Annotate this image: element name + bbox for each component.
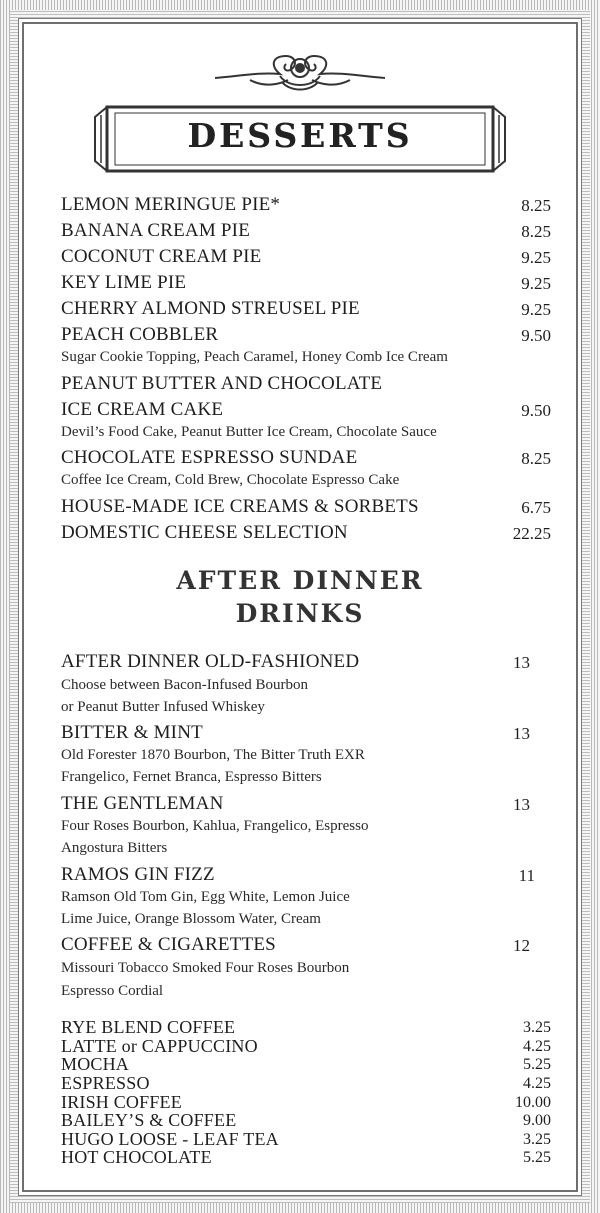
- item-name: BAILEY’S & COFFEE: [61, 1110, 237, 1130]
- item-description: Ramson Old Tom Gin, Egg White, Lemon Juice: [61, 889, 350, 905]
- item-price: 8.25: [521, 196, 551, 215]
- item-name: KEY LIME PIE: [61, 272, 187, 293]
- item-description: Four Roses Bourbon, Kahlua, Frangelico, Espresso: [61, 818, 369, 834]
- item-price: 9.25: [521, 300, 551, 319]
- item-price: 4.25: [523, 1038, 551, 1055]
- item-price: 4.25: [523, 1075, 551, 1092]
- drinks-title-line2: DRINKS: [235, 599, 365, 628]
- item-description: Devil’s Food Cake, Peanut Butter Ice Cream, Chocolate Sauce: [61, 424, 437, 440]
- item-description: Espresso Cordial: [61, 983, 164, 999]
- item-description: Old Forester 1870 Bourbon, The Bitter Truth EXR: [61, 747, 365, 763]
- item-price: 9.50: [521, 401, 551, 420]
- item-description: Lime Juice, Orange Blossom Water, Cream: [61, 911, 321, 927]
- item-name: RAMOS GIN FIZZ: [61, 864, 215, 885]
- item-name: ESPRESSO: [61, 1073, 150, 1093]
- item-name: MOCHA: [61, 1054, 130, 1074]
- item-name: CHERRY ALMOND STREUSEL PIE: [61, 298, 360, 319]
- item-name: BITTER & MINT: [61, 722, 203, 743]
- item-name: LATTE or CAPPUCCINO: [61, 1036, 258, 1056]
- item-name: LEMON MERINGUE PIE*: [61, 194, 281, 215]
- item-price: 10.00: [515, 1094, 551, 1111]
- item-name: DOMESTIC CHEESE SELECTION: [61, 522, 348, 543]
- item-price: 8.25: [521, 222, 551, 241]
- item-price: 8.25: [521, 449, 551, 468]
- item-name: HOUSE-MADE ICE CREAMS & SORBETS: [61, 496, 419, 517]
- item-name: AFTER DINNER OLD-FASHIONED: [61, 651, 360, 672]
- item-name: PEACH COBBLER: [61, 324, 219, 345]
- item-price: 3.25: [523, 1019, 551, 1036]
- desserts-title: DESSERTS: [187, 116, 413, 155]
- item-description: Missouri Tobacco Smoked Four Roses Bourbon: [61, 960, 350, 976]
- item-description: or Peanut Butter Infused Whiskey: [61, 699, 265, 715]
- item-description: Choose between Bacon-Infused Bourbon: [61, 677, 309, 693]
- item-name: COFFEE & CIGARETTES: [61, 934, 276, 955]
- item-name: THE GENTLEMAN: [61, 793, 224, 814]
- item-name: PEANUT BUTTER AND CHOCOLATE: [61, 373, 383, 394]
- item-name: COCONUT CREAM PIE: [61, 246, 262, 267]
- item-description: Sugar Cookie Topping, Peach Caramel, Honey Comb Ice Cream: [61, 349, 448, 365]
- item-name: ICE CREAM CAKE: [61, 399, 224, 420]
- item-name: HUGO LOOSE - LEAF TEA: [61, 1129, 279, 1149]
- item-price: 11: [518, 866, 535, 885]
- item-name: RYE BLEND COFFEE: [61, 1017, 236, 1037]
- item-description: Angostura Bitters: [61, 840, 168, 856]
- item-price: 22.25: [512, 524, 551, 543]
- item-price: 6.75: [521, 498, 551, 517]
- item-price: 5.25: [523, 1056, 551, 1073]
- item-description: Coffee Ice Cream, Cold Brew, Chocolate Espresso Cake: [61, 472, 400, 488]
- item-price: 5.25: [523, 1149, 551, 1166]
- item-price: 12: [513, 936, 530, 955]
- item-name: IRISH COFFEE: [61, 1092, 182, 1112]
- drinks-title-line1: AFTER DINNER: [176, 566, 424, 595]
- item-price: 13: [513, 653, 530, 672]
- item-price: 9.00: [523, 1112, 551, 1129]
- item-price: 9.25: [521, 248, 551, 267]
- item-price: 9.50: [521, 326, 551, 345]
- item-price: 9.25: [521, 274, 551, 293]
- scroll-flourish-icon: [210, 48, 390, 98]
- item-description: Frangelico, Fernet Branca, Espresso Bitters: [61, 769, 322, 785]
- item-price: 13: [513, 724, 530, 743]
- item-price: 13: [513, 795, 530, 814]
- item-name: HOT CHOCOLATE: [61, 1147, 212, 1167]
- item-price: 3.25: [523, 1131, 551, 1148]
- item-name: CHOCOLATE ESPRESSO SUNDAE: [61, 447, 358, 468]
- item-name: BANANA CREAM PIE: [61, 220, 250, 241]
